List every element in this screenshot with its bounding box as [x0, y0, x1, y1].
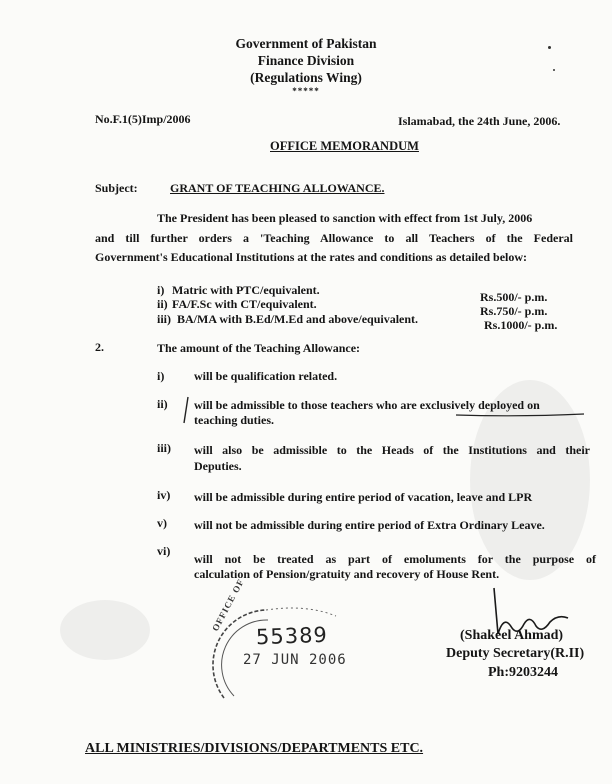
scan-speck: [553, 69, 555, 71]
stamp-handwritten-number: 55389: [255, 622, 329, 650]
signatory-name: (Shakeel Ahmad): [460, 628, 564, 643]
para2-intro: The amount of the Teaching Allowance:: [157, 341, 361, 355]
rate-item-text: BA/MA with B.Ed/M.Ed and above/equivalent.: [177, 312, 419, 326]
condition-text: will also be admissible to the Heads of the Institutions and their: [194, 443, 590, 457]
condition-text-cont: calculation of Pension/gratuity and recovery of House Rent.: [194, 567, 500, 581]
condition-text: will not be treated as part of emoluments for the purpose of: [194, 552, 596, 566]
letterhead-wing: (Regulations Wing): [250, 70, 362, 85]
distribution-line: ALL MINISTRIES/DIVISIONS/DEPARTMENTS ETC.: [85, 741, 424, 756]
memo-title: OFFICE MEMORANDUM: [270, 139, 419, 153]
condition-text: will be admissible during entire period of vacation, leave and LPR: [194, 490, 533, 504]
rate-item-num: ii): [157, 297, 168, 311]
condition-text-cont: Deputies.: [194, 459, 242, 473]
condition-num: iii): [157, 441, 171, 455]
signatory-phone: Ph:9203244: [488, 665, 558, 680]
subject-label: Subject:: [95, 181, 138, 195]
reference-number: No.F.1(5)Imp/2006: [95, 112, 191, 126]
rate-item-text: Matric with PTC/equivalent.: [172, 283, 320, 297]
rate-item-amount: Rs.1000/- p.m.: [484, 318, 558, 332]
condition-num: ii): [157, 397, 168, 411]
para1-line3: Government's Educational Institutions at the rates and conditions as detailed below:: [95, 250, 528, 264]
letterhead-division: Finance Division: [257, 53, 355, 68]
signatory-designation: Deputy Secretary(R.II): [446, 646, 585, 661]
stamp-date: 27 JUN 2006: [243, 652, 347, 668]
stamp-ring-text: OFFICE OF: [210, 577, 246, 633]
condition-text: will be qualification related.: [194, 369, 338, 383]
condition-num: iv): [157, 488, 171, 502]
place-date-text: Islamabad, the 24th June, 2006.: [398, 114, 561, 128]
condition-text: will not be admissible during entire period of Extra Ordinary Leave.: [194, 518, 545, 532]
rate-item-amount: Rs.750/- p.m.: [480, 304, 548, 318]
handwritten-marks: [178, 393, 598, 433]
rate-item-num: i): [157, 283, 165, 297]
rate-item-amount: Rs.500/- p.m.: [480, 290, 548, 304]
scan-noise: [60, 600, 150, 660]
condition-num: i): [157, 369, 165, 383]
para2-number: 2.: [95, 340, 104, 354]
condition-num: v): [157, 516, 167, 530]
letterhead-stars: *****: [292, 86, 320, 96]
condition-text: will be admissible to those teachers who are exclusively deployed on: [194, 398, 540, 412]
rate-item-num: iii): [157, 312, 171, 326]
para1-line2: and till further orders a 'Teaching Allowance to all Teachers of the Federal: [95, 231, 573, 245]
condition-text-cont: teaching duties.: [194, 413, 275, 427]
subject-text: GRANT OF TEACHING ALLOWANCE.: [170, 181, 385, 195]
place-date: [398, 114, 560, 129]
rate-item-text: FA/F.Sc with CT/equivalent.: [172, 297, 317, 311]
condition-num: vi): [157, 544, 171, 558]
para1-line1: The President has been pleased to sanction with effect from 1st July, 2006: [157, 211, 533, 225]
letterhead-government: Government of Pakistan: [235, 36, 377, 51]
scan-speck: [548, 46, 551, 49]
